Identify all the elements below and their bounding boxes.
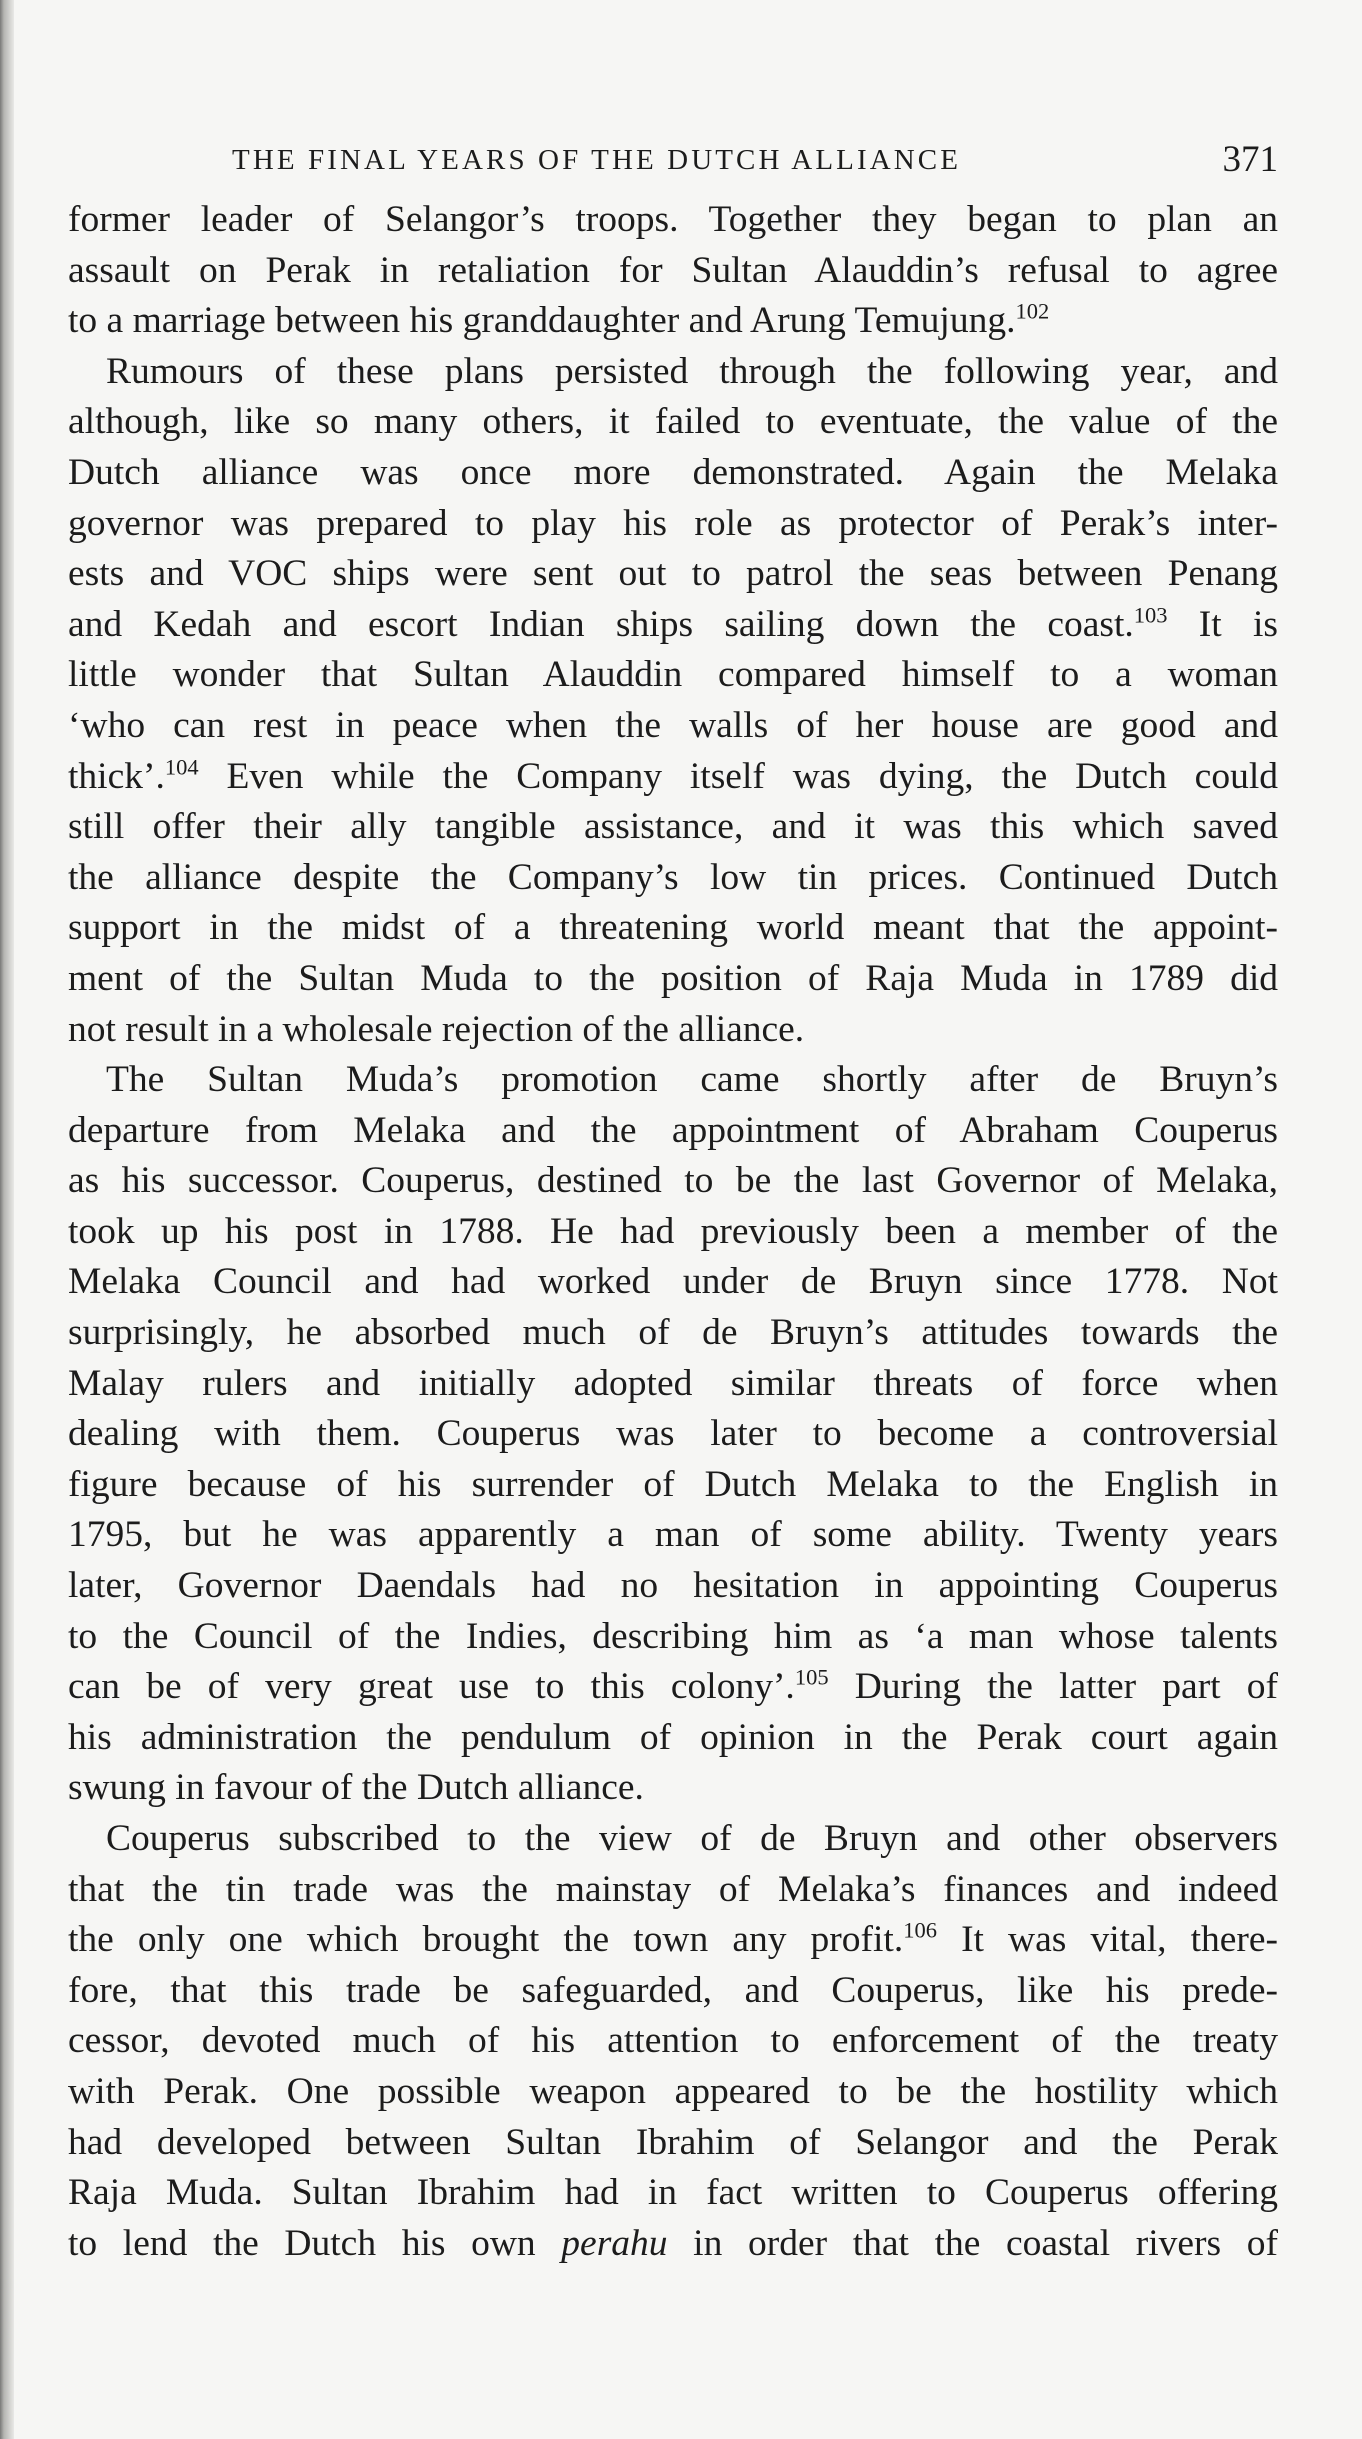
text-line bbox=[68, 600, 1278, 651]
text-line bbox=[68, 2219, 1278, 2270]
line-text: swung in favour of the Dutch alliance. bbox=[68, 1767, 644, 1809]
text-line bbox=[68, 1612, 1278, 1663]
line-text-continued: During the latter part of bbox=[828, 1666, 1278, 1708]
italic-word: perahu bbox=[561, 2222, 668, 2264]
line-text: ‘who can rest in peace when the walls of her house are good and bbox=[68, 704, 1278, 746]
text-line bbox=[68, 1814, 1278, 1865]
line-text: with Perak. One possible weapon appeared to be the hostility which bbox=[68, 2070, 1278, 2112]
text-line bbox=[68, 296, 1278, 347]
text-line bbox=[68, 650, 1278, 701]
line-text: later, Governor Daendals had no hesitation in appointing Couperus bbox=[68, 1565, 1278, 1607]
text-line bbox=[68, 2118, 1278, 2169]
line-text: Couperus subscribed to the view of de Bruyn and other observers bbox=[106, 1818, 1278, 1859]
line-text: assault on Perak in retaliation for Sultan Alauddin’s refusal to agree bbox=[68, 249, 1278, 291]
line-text: that the tin trade was the mainstay of Melaka’s finances and indeed bbox=[68, 1868, 1278, 1910]
text-line bbox=[68, 1409, 1278, 1460]
text-line bbox=[68, 246, 1278, 297]
text-line bbox=[68, 1915, 1278, 1966]
text-line bbox=[68, 549, 1278, 600]
line-text: had developed between Sultan Ibrahim of Selangor and the Perak bbox=[68, 2121, 1278, 2163]
line-text: and Kedah and escort Indian ships sailing down the coast. bbox=[68, 603, 1134, 645]
text-line bbox=[68, 1055, 1278, 1106]
line-text: The Sultan Muda’s promotion came shortly after de Bruyn’s bbox=[106, 1059, 1278, 1101]
text-line bbox=[68, 903, 1278, 954]
line-text-continued: It was vital, there- bbox=[936, 1919, 1278, 1961]
line-text: former leader of Selangor’s troops. Together they began to plan an bbox=[68, 199, 1278, 240]
text-line bbox=[68, 397, 1278, 448]
line-text: thick’. bbox=[68, 755, 165, 797]
text-line bbox=[68, 1005, 1278, 1056]
line-text: governor was prepared to play his role as protector of Perak’s inter- bbox=[68, 502, 1278, 544]
text-line bbox=[68, 1207, 1278, 1258]
text-line bbox=[68, 752, 1278, 803]
line-text: figure because of his surrender of Dutch Melaka to the English in bbox=[68, 1463, 1278, 1505]
line-text: Raja Muda. Sultan Ibrahim had in fact written to Couperus offering bbox=[68, 2172, 1278, 2214]
footnote-ref: 106 bbox=[903, 1917, 937, 1943]
line-text: support in the midst of a threatening world meant that the appoint- bbox=[68, 907, 1278, 949]
text-line bbox=[68, 2168, 1278, 2219]
line-text: Rumours of these plans persisted through the following year, and bbox=[106, 350, 1278, 392]
line-text: his administration the pendulum of opinion in the Perak court again bbox=[68, 1716, 1278, 1758]
text-line bbox=[68, 701, 1278, 752]
page-binding-edge bbox=[0, 0, 14, 2439]
line-text: Dutch alliance was once more demonstrated. Again the Melaka bbox=[68, 451, 1278, 493]
text-line bbox=[68, 1713, 1278, 1764]
line-text: Melaka Council and had worked under de Bruyn since 1778. Not bbox=[68, 1261, 1278, 1303]
line-text: ment of the Sultan Muda to the position of Raja Muda in 1789 did bbox=[68, 957, 1278, 999]
page-number: 371 bbox=[1222, 139, 1278, 180]
text-line bbox=[68, 2067, 1278, 2118]
line-text-continued: in order that the coastal rivers of bbox=[667, 2222, 1278, 2264]
running-head: THE FINAL YEARS OF THE DUTCH ALLIANCE bbox=[232, 144, 962, 176]
text-line bbox=[68, 853, 1278, 904]
text-line bbox=[68, 1460, 1278, 1511]
text-line bbox=[68, 448, 1278, 499]
line-text-continued: It is bbox=[1167, 603, 1278, 645]
text-line bbox=[68, 1662, 1278, 1713]
line-text: fore, that this trade be safeguarded, and Couperus, like his prede- bbox=[68, 1969, 1278, 2011]
text-line bbox=[68, 1156, 1278, 1207]
line-text: Malay rulers and initially adopted similar threats of force when bbox=[68, 1362, 1278, 1404]
line-text: 1795, but he was apparently a man of some ability. Twenty years bbox=[68, 1514, 1278, 1556]
line-text: took up his post in 1788. He had previously been a member of the bbox=[68, 1210, 1278, 1252]
line-text: cessor, devoted much of his attention to enforcement of the treaty bbox=[68, 2020, 1278, 2062]
text-line bbox=[68, 1561, 1278, 1612]
line-text: to lend the Dutch his own bbox=[68, 2222, 562, 2264]
footnote-ref: 102 bbox=[1015, 298, 1050, 324]
text-line bbox=[68, 1308, 1278, 1359]
line-text: can be of very great use to this colony’. bbox=[68, 1666, 795, 1708]
text-line bbox=[68, 1106, 1278, 1157]
footnote-ref: 104 bbox=[164, 754, 199, 780]
text-line bbox=[68, 1257, 1278, 1308]
text-line bbox=[68, 1510, 1278, 1561]
text-line bbox=[68, 1359, 1278, 1410]
line-text: the only one which brought the town any profit. bbox=[68, 1919, 904, 1961]
text-line bbox=[68, 499, 1278, 550]
line-text: as his successor. Couperus, destined to be the last Governor of Melaka, bbox=[68, 1160, 1278, 1202]
text-line bbox=[68, 802, 1278, 853]
line-text: to a marriage between his granddaughter and Arung Temujung. bbox=[68, 300, 1016, 342]
page-header bbox=[232, 138, 1278, 186]
line-text-continued: Even while the Company itself was dying, the Dutch could bbox=[198, 755, 1278, 797]
body-text bbox=[68, 195, 1278, 2269]
footnote-ref: 103 bbox=[1133, 602, 1168, 628]
text-line bbox=[68, 195, 1278, 246]
line-text: still offer their ally tangible assistance, and it was this which saved bbox=[68, 806, 1278, 848]
line-text: surprisingly, he absorbed much of de Bruyn’s attitudes towards the bbox=[68, 1312, 1278, 1354]
line-text: to the Council of the Indies, describing him as ‘a man whose talents bbox=[68, 1615, 1278, 1657]
line-text: ests and VOC ships were sent out to patrol the seas between Penang bbox=[68, 553, 1278, 595]
text-line bbox=[68, 1763, 1278, 1814]
line-text: departure from Melaka and the appointment of Abraham Couperus bbox=[68, 1109, 1278, 1151]
text-line bbox=[68, 954, 1278, 1005]
footnote-ref: 105 bbox=[794, 1664, 829, 1690]
text-line bbox=[68, 2016, 1278, 2067]
line-text: not result in a wholesale rejection of the alliance. bbox=[68, 1008, 805, 1050]
line-text: little wonder that Sultan Alauddin compared himself to a woman bbox=[68, 654, 1278, 696]
line-text: dealing with them. Couperus was later to become a controversial bbox=[68, 1413, 1278, 1455]
line-text: the alliance despite the Company’s low tin prices. Continued Dutch bbox=[68, 856, 1278, 898]
text-line bbox=[68, 1865, 1278, 1916]
text-line bbox=[68, 347, 1278, 398]
line-text: although, like so many others, it failed to eventuate, the value of the bbox=[68, 401, 1278, 443]
text-line bbox=[68, 1966, 1278, 2017]
